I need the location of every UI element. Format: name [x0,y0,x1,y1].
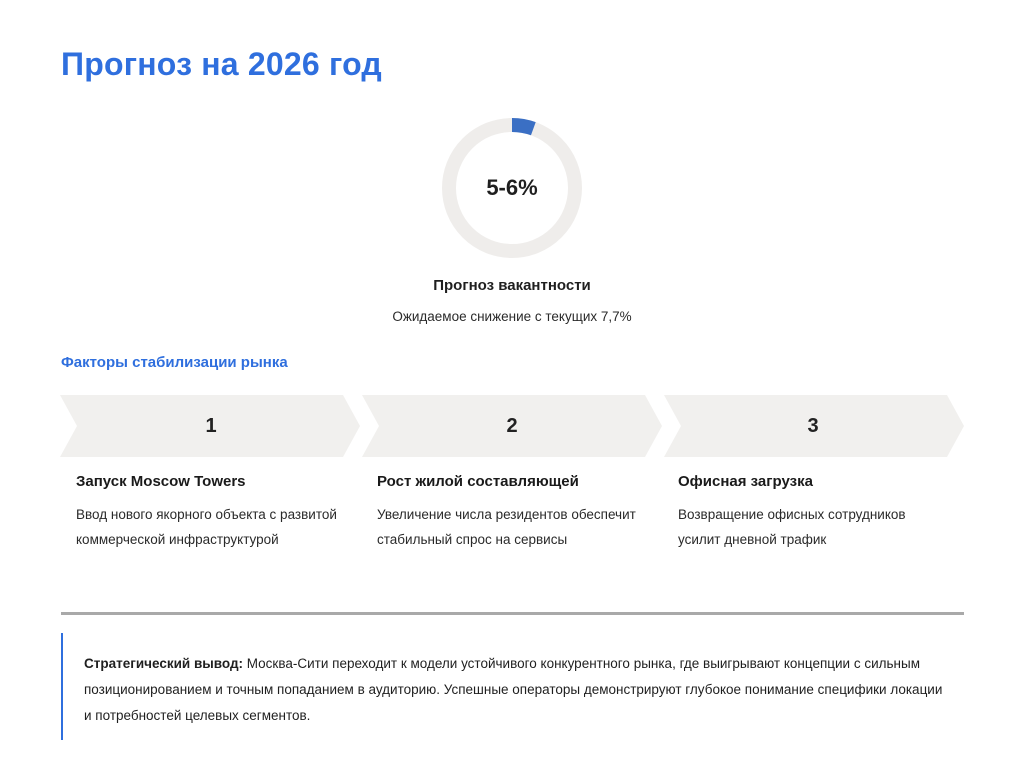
strategic-conclusion [84,651,944,729]
conclusion-accent-bar [61,633,63,740]
factor-title-2: Рост жилой составляющей [377,473,579,490]
step-number-1: 1 [205,414,217,437]
step-number-2: 2 [506,414,518,437]
forecast-title: Прогноз вакантности [433,277,591,294]
factor-desc-3: Возвращение офисных сотрудников усилит дневной трафик [678,507,906,547]
factor-desc-1: Ввод нового якорного объекта с развитой коммерческой инфраструктурой [76,507,337,547]
factors-section-title: Факторы стабилизации рынка [61,354,288,371]
page-title: Прогноз на 2026 год [61,46,382,82]
conclusion-label: Стратегический вывод: [84,656,244,671]
section-divider [61,612,964,615]
factor-title-3: Офисная загрузка [678,473,813,490]
factor-desc-2: Увеличение числа резидентов обеспечит стабильный спрос на сервисы [377,507,636,547]
factor-title-1: Запуск Moscow Towers [76,473,246,490]
vacancy-forecast-value: 5-6% [486,175,538,200]
step-number-3: 3 [807,414,819,437]
forecast-subtitle: Ожидаемое снижение с текущих 7,7% [392,309,632,324]
conclusion-text: Москва-Сити переходит к модели устойчивого конкурентного рынка, где выигрывают концепции с сильным позиционированием и точным попаданием в аудиторию. Успешные операторы демонстрируют глубокое понимание специфики локации и потребностей целевых сегментов. [84,656,943,723]
